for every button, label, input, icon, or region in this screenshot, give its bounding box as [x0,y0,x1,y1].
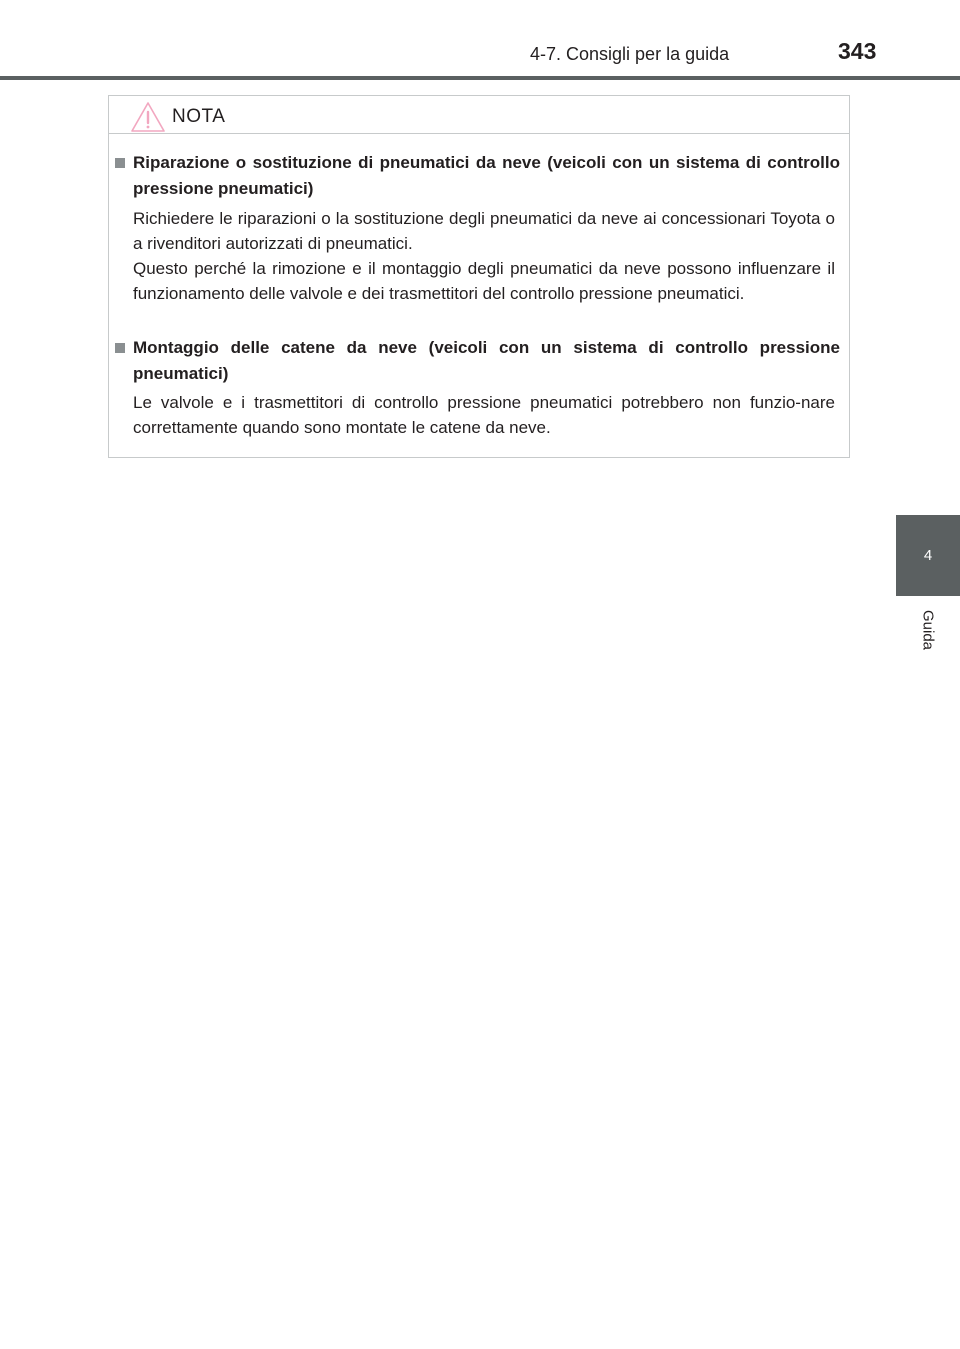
page-number: 343 [838,38,877,64]
chapter-number: 4 [923,547,933,564]
warning-triangle-icon [130,101,166,133]
note-item-heading: Montaggio delle catene da neve (veicoli con un sistema di controllo pressione pneumatici) [133,338,840,383]
chapter-tab[interactable] [896,515,960,596]
note-item-paragraph: Questo perché la rimozione e il montaggio degli pneumatici da neve possono influenzare il funzionamento delle valvole e dei trasmettitori del controllo pressione pneumatici. [133,259,835,303]
note-header [109,96,849,134]
section-title: 4-7. Consigli per la guida [530,44,730,64]
chapter-label: Guida [919,609,937,651]
header-rule [0,76,960,80]
note-item-paragraph: Le valvole e i trasmettitori di controllo pressione pneumatici potrebbero non funzio-nare correttamente quando sono montate le catene da neve. [133,393,835,437]
note-title: NOTA [172,106,226,127]
bullet-square-icon [115,343,125,353]
note-box [108,95,850,458]
bullet-square-icon [115,158,125,168]
note-item-heading: Riparazione o sostituzione di pneumatici da neve (veicoli con un sistema di controllo pressione pneumatici) [133,153,840,198]
note-item-paragraph: Richiedere le riparazioni o la sostituzione degli pneumatici da neve ai concessionari Toyota o a rivenditori autorizzati di pneumatici. [133,209,835,253]
